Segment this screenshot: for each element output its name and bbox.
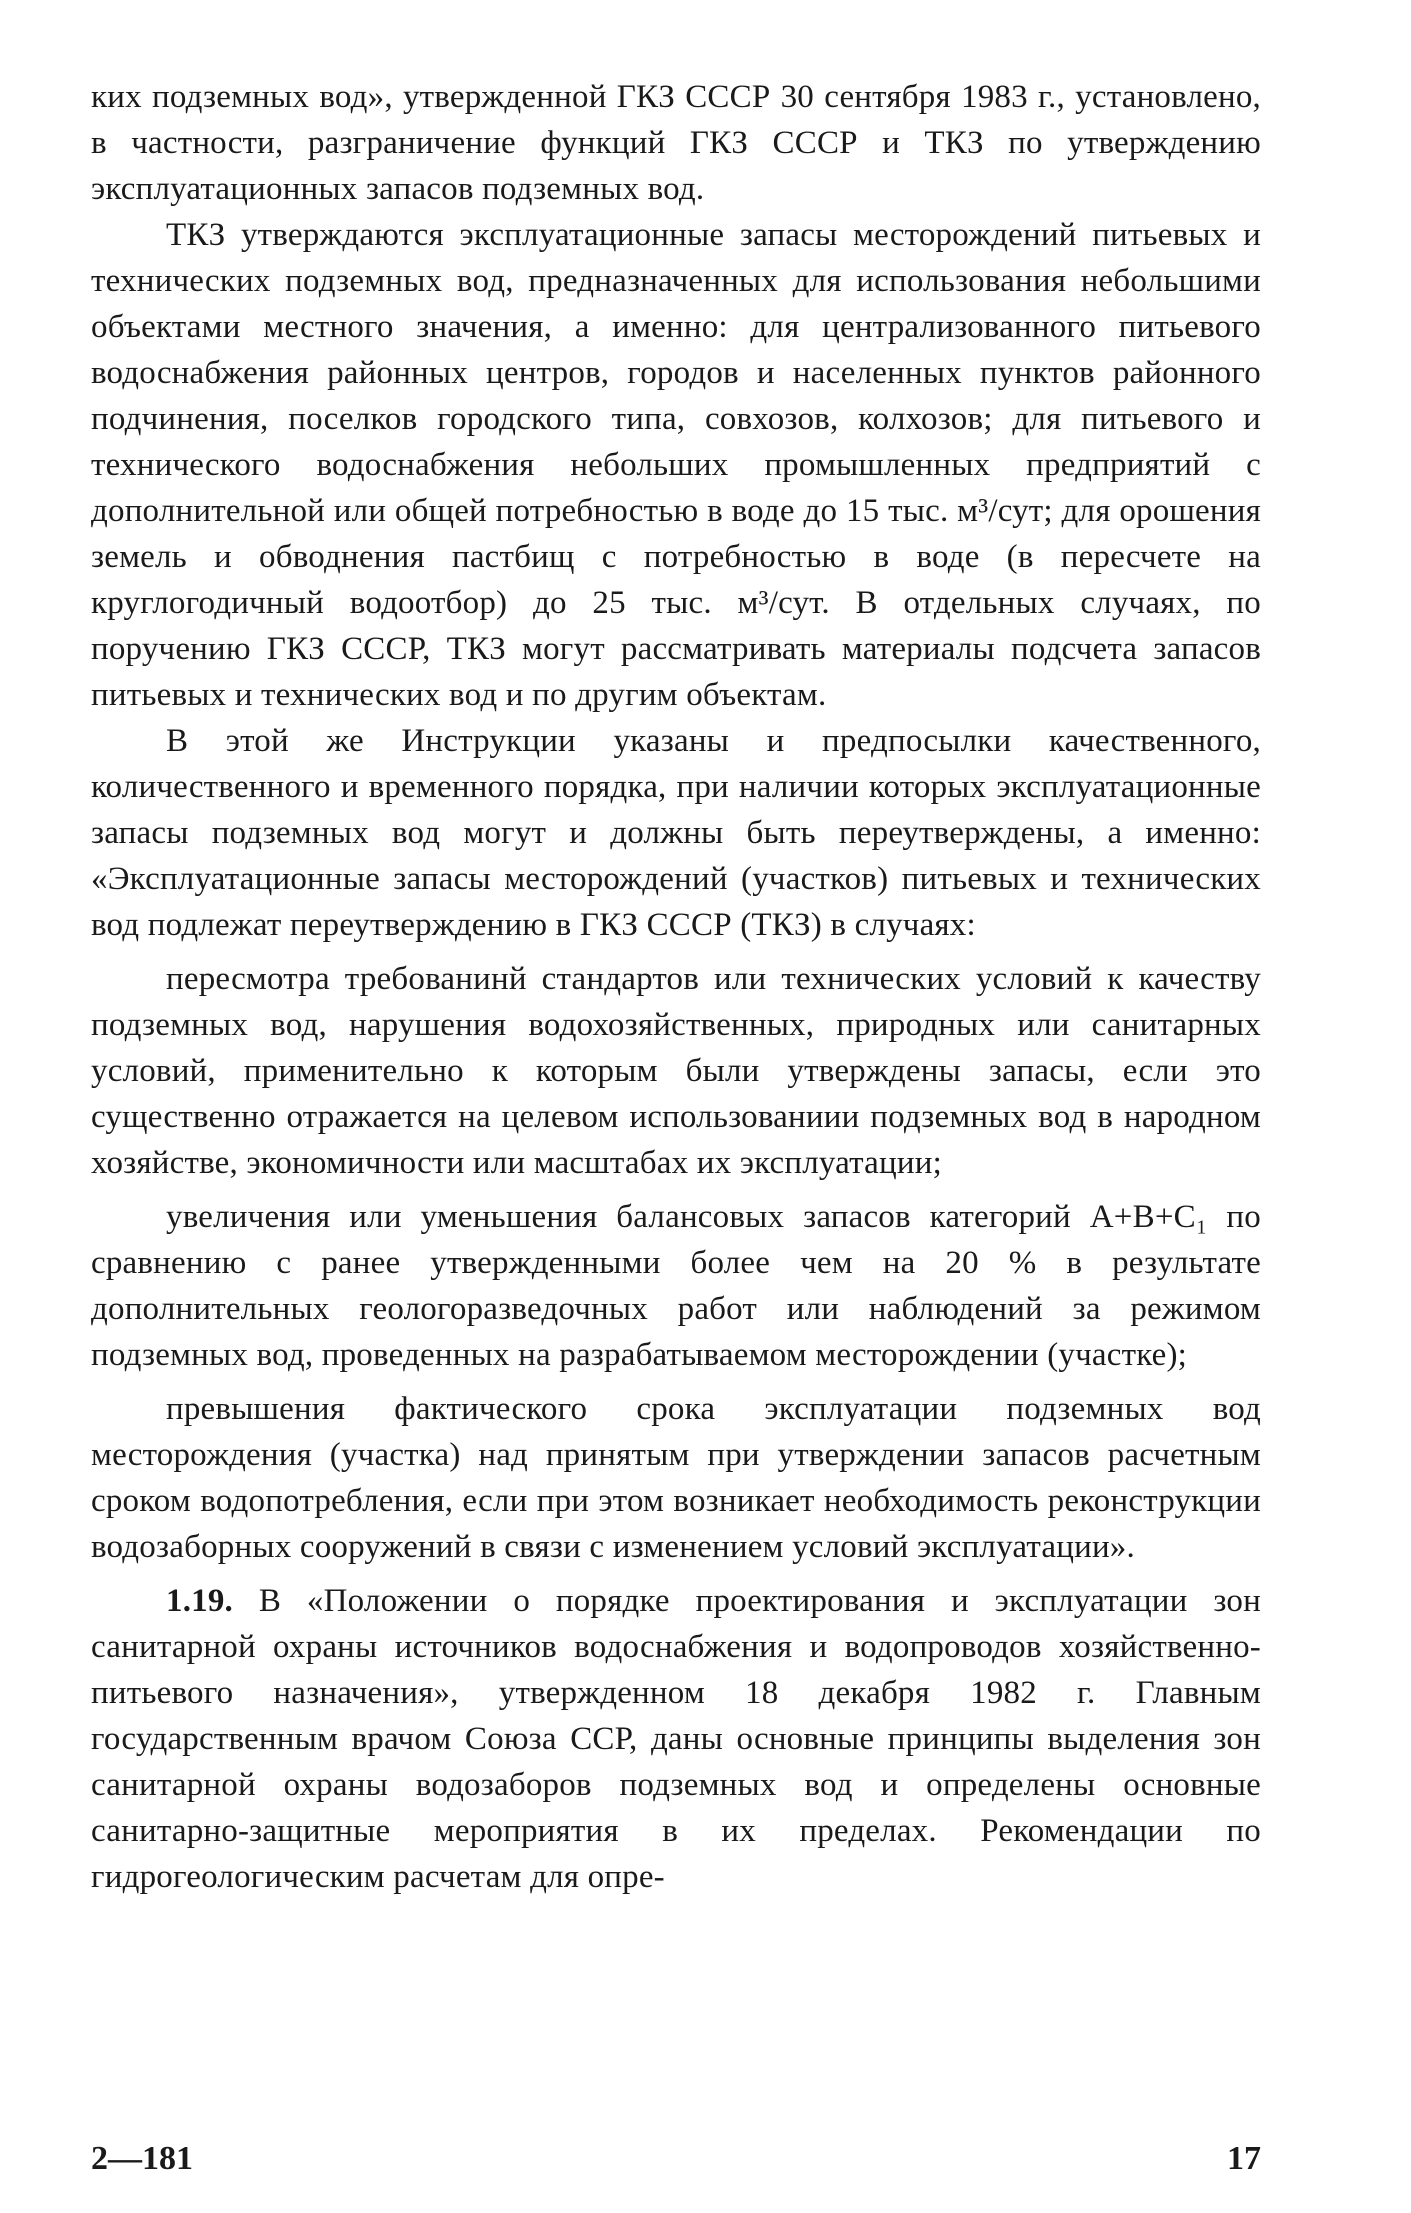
section-number: 1.19. xyxy=(166,1583,233,1619)
printer-signature: 2—181 xyxy=(91,2140,193,2177)
paragraph-section-1-19 xyxy=(91,1578,1261,1900)
page-footer xyxy=(91,2140,1261,2190)
list-item-reserves-change: увеличения или уменьшения балансовых запасов категорий A+B+C₁ по сравнению с ранее утвержденными более чем на 20 % в результате дополнительных геологоразведочных работ или наблюдений за режимом подземных вод, проведенных на разрабатываемом месторождении (участке); xyxy=(91,1199,1261,1373)
body-text xyxy=(91,74,1261,1900)
paragraph-tkz-approval: ТКЗ утверждаются эксплуатационные запасы месторождений питьевых и технических подземных вод, предназначенных для использования небольшими объектами местного значения, а именно: для централизованного питьевого водоснабжения районных центров, городов и населенных пунктов районного подчинения, поселков городского типа, совхозов, колхозов; для питьевого и технического водоснабжения небольших промышленных предприятий с дополнительной или общей потребностью в воде до 15 тыс. м³/сут; для орошения земель и обводнения пастбищ с потребностью в воде (в пересчете на круглогодичный водоотбор) до 25 тыс. м³/сут. В отдельных случаях, по поручению ГКЗ СССР, ТКЗ могут рассматривать материалы подсчета запасов питьевых и технических вод и по другим объектам. xyxy=(91,217,1261,713)
section-text: В «Положении о порядке проектирования и эксплуатации зон санитарной охраны источников водоснабжения и водопроводов хозяйственно-питьевого назначения», утвержденном 18 декабря 1982 г. Главным государственным врачом Союза ССР, даны основные принципы выделения зон санитарной охраны водозаборов подземных вод и определены основные санитарно-защитные мероприятия в их пределах. Рекомендации по гидрогеологическим расчетам для опре- xyxy=(91,1583,1261,1895)
list-item-standards-revision: пересмотра требованинй стандартов или технических условий к качеству подземных вод, нарушения водохозяйственных, природных или санитарных условий, применительно к которым были утверждены запасы, если это существенно отражается на целевом использованиии подземных вод в народном хозяйстве, экономичности или масштабах их эксплуатации; xyxy=(91,961,1261,1181)
list-item-term-exceeded: превышения фактического срока эксплуатации подземных вод месторождения (участка) над принятым при утверждении запасов расчетным сроком водопотребления, если при этом возникает необходимость реконструкции водозаборных сооружений в связи с изменением условий эксплуатации». xyxy=(91,1391,1261,1565)
page-number: 17 xyxy=(1227,2140,1261,2177)
paragraph-instruction-reapproval: В этой же Инструкции указаны и предпосылки качественного, количественного и временного порядка, при наличии которых эксплуатационные запасы подземных вод могут и должны быть переутверждены, а именно: «Эксплуатационные запасы месторождений (участков) питьевых и технических вод подлежат переутверждению в ГКЗ СССР (ТКЗ) в случаях: xyxy=(91,723,1261,943)
paragraph-continuation: ких подземных вод», утвержденной ГКЗ СССР 30 сентября 1983 г., установлено, в частности, разграничение функций ГКЗ СССР и ТКЗ по утверждению эксплуатационных запасов подземных вод. xyxy=(91,79,1261,207)
